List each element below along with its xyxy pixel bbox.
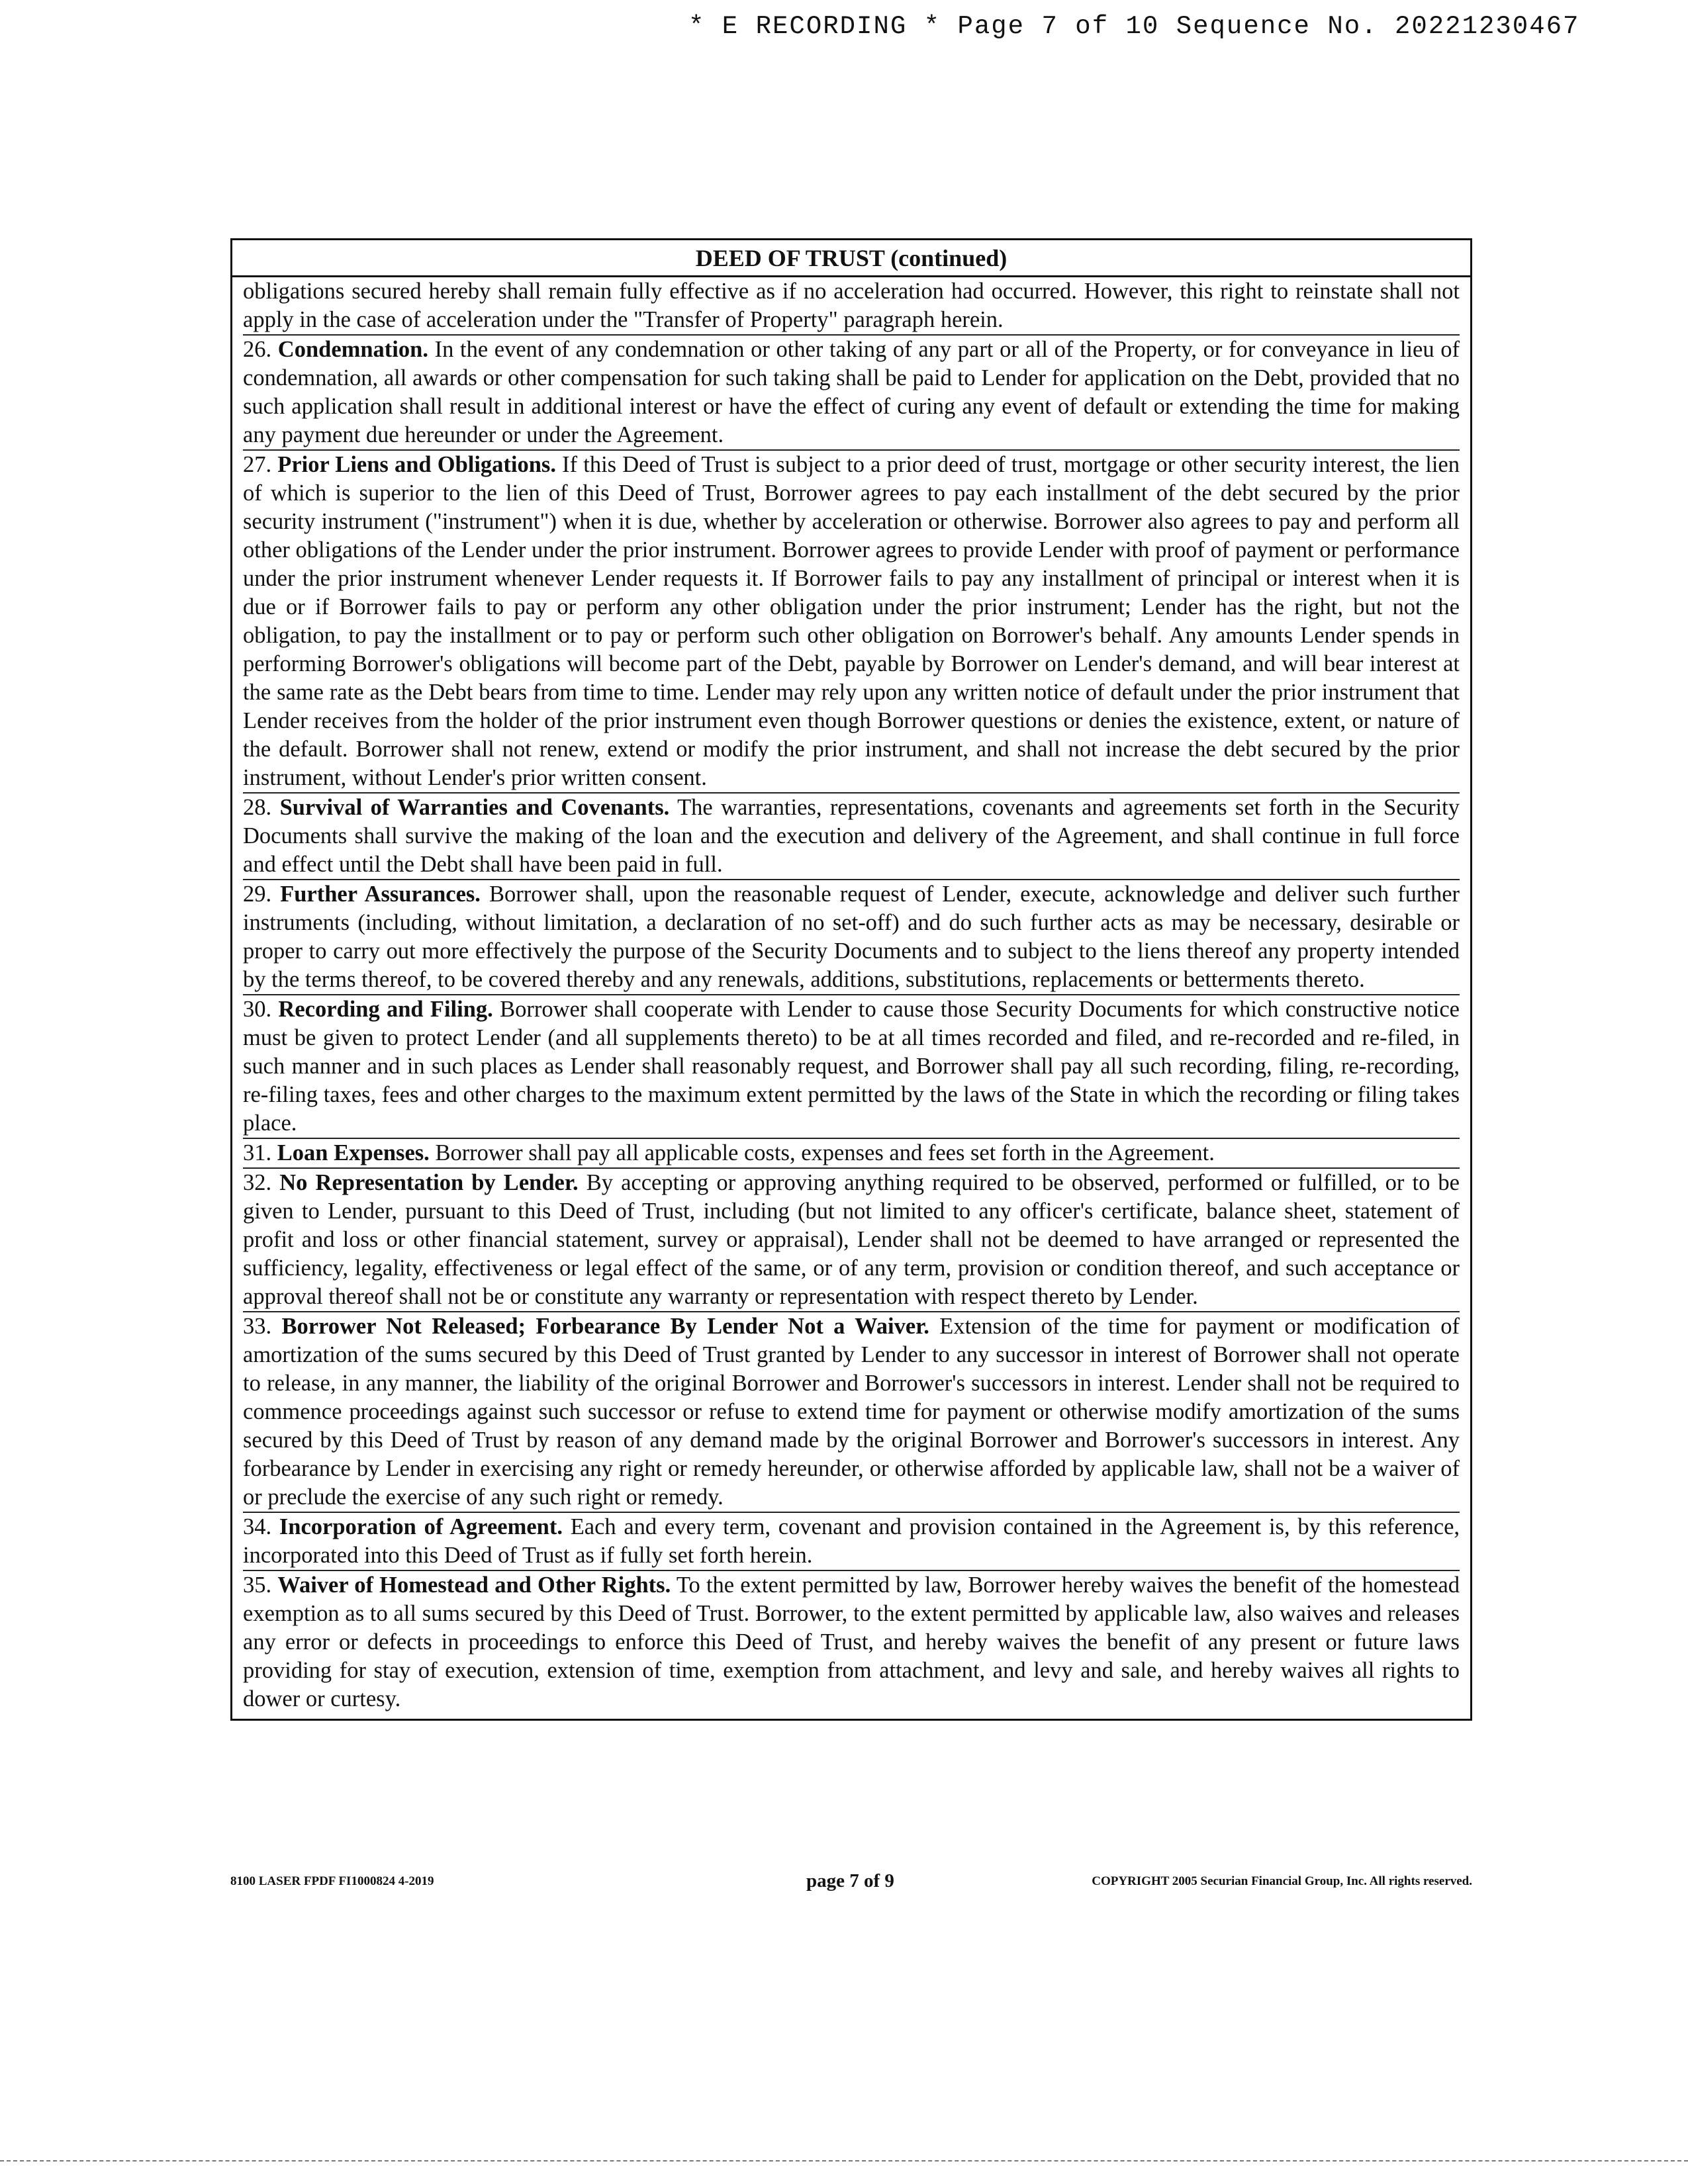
document-body [232, 277, 1470, 1719]
paragraph-heading: Borrower Not Released; Forbearance By Lender Not a Waiver. [281, 1314, 929, 1339]
paragraph-text: In the event of any condemnation or other taking of any part or all of the Property, or for conveyance in lieu of condemnation, all awards or other compensation for such taking shall be paid to Lender for application on the Debt, provided that no such application shall result in additional interest or have the effect of curing any event of default or extending the time for making any payment due hereunder or under the Agreement. [243, 337, 1460, 447]
paragraph-heading: Condemnation. [277, 337, 428, 362]
paragraph-heading: Incorporation of Agreement. [279, 1514, 563, 1539]
paragraph-heading: Prior Liens and Obligations. [277, 452, 556, 477]
paragraph-number: 27. [243, 452, 278, 477]
page-number: page 7 of 9 [806, 1870, 894, 1891]
page-footer [230, 1870, 1472, 1894]
paragraph-text: By accepting or approving anything required to be observed, performed or fulfilled, or to be given to Lender, pursuant to this Deed of Trust, including (but not limited to any officer's certificate, balance sheet, statement of profit and loss or other financial statement, survey or appraisal), Lender shall not be deemed to have arranged or represented the sufficiency, legality, effectiveness or legal effect of the same, or of any term, provision or condition thereof, and such acceptance or approval thereof shall not be or constitute any warranty or representation with respect thereto by Lender. [243, 1170, 1460, 1309]
paragraph-heading: Waiver of Homestead and Other Rights. [277, 1572, 671, 1598]
paragraph-number: 29. [243, 882, 281, 907]
document-frame [230, 238, 1472, 1721]
paragraph-number: 33. [243, 1314, 282, 1339]
paragraph-31 [243, 1138, 1460, 1167]
paragraph-number: 32. [243, 1170, 280, 1195]
paragraph-heading: Recording and Filing. [278, 997, 493, 1022]
paragraph-number: 28. [243, 795, 280, 820]
paragraph-34 [243, 1512, 1460, 1570]
paragraph-29 [243, 879, 1460, 994]
paragraph-number: 35. [243, 1572, 278, 1598]
paragraph-heading: Survival of Warranties and Covenants. [279, 795, 670, 820]
paragraph-number: 34. [243, 1514, 279, 1539]
paragraph-text: Extension of the time for payment or modification of amortization of the sums secured by this Deed of Trust granted by Lender to any successor in interest of Borrower shall not operate to release, in any manner, the liability of the original Borrower and Borrower's successors in interest. Lender shall not be required to commence proceedings against such successor or refuse to extend time for payment or otherwise modify amortization of the sums secured by this Deed of Trust by reason of any demand made by the original Borrower and Borrower's successors in interest. Any forbearance by Lender in exercising any right or remedy hereunder, or otherwise afforded by applicable law, shall not be a waiver of or preclude the exercise of any such right or remedy. [243, 1314, 1460, 1510]
paragraph-26 [243, 334, 1460, 449]
bottom-scan-rule [0, 2160, 1688, 2161]
recording-stamp: * E RECORDING * Page 7 of 10 Sequence No. 20221230467 [688, 12, 1580, 41]
paragraph-28 [243, 792, 1460, 879]
paragraph-35 [243, 1570, 1460, 1713]
paragraph-text: Borrower shall cooperate with Lender to cause those Security Documents for which constructive notice must be given to protect Lender (and all supplements thereto) to be at all times recorded and filed, and re-recorded and re-filed, in such manner and in such places as Lender shall reasonably request, and Borrower shall pay all such recording, filing, re-recording, re-filing taxes, fees and other charges to the maximum extent permitted by the laws of the State in which the recording or filing takes place. [243, 997, 1460, 1136]
paragraph-33 [243, 1311, 1460, 1512]
paragraph-text: Each and every term, covenant and provision contained in the Agreement is, by this reference, incorporated into this Deed of Trust as if fully set forth herein. [243, 1514, 1460, 1568]
form-id: 8100 LASER FPDF FI1000824 4-2019 [230, 1874, 434, 1888]
paragraph-heading: Further Assurances. [280, 882, 481, 907]
paragraph-number: 26. [243, 337, 278, 362]
copyright-notice: COPYRIGHT 2005 Securian Financial Group, Inc. All rights reserved. [1092, 1874, 1472, 1888]
paragraph-32 [243, 1167, 1460, 1311]
paragraph-text: If this Deed of Trust is subject to a prior deed of trust, mortgage or other security interest, the lien of which is superior to the lien of this Deed of Trust, Borrower agrees to pay each installment of the debt secured by the prior security instrument ("instrument") when it is due, whether by acceleration or otherwise. Borrower also agrees to pay and perform all other obligations of the Lender under the prior instrument. Borrower agrees to provide Lender with proof of payment or performance under the prior instrument whenever Lender requests it. If Borrower fails to pay any installment of principal or interest when it is due or if Borrower fails to pay or perform any other obligation under the prior instrument; Lender has the right, but not the obligation, to pay the installment or to pay or perform such other obligation on Borrower's behalf. Any amounts Lender spends in performing Borrower's obligations will become part of the Debt, payable by Borrower on Lender's demand, and will bear interest at the same rate as the Debt bears from time to time. Lender may rely upon any written notice of default under the prior instrument that Lender receives from the holder of the prior instrument even though Borrower questions or denies the existence, extent, or nature of the default. Borrower shall not renew, extend or modify the prior instrument, and shall not increase the debt secured by the prior instrument, without Lender's prior written consent. [243, 452, 1460, 790]
paragraph-continuation [243, 277, 1460, 334]
paragraph-text: Borrower shall pay all applicable costs, expenses and fees set forth in the Agreement. [429, 1140, 1215, 1165]
paragraph-number: 30. [243, 997, 279, 1022]
paragraph-number: 31. [243, 1140, 277, 1165]
paragraph-heading: Loan Expenses. [277, 1140, 430, 1165]
paragraph-30 [243, 994, 1460, 1138]
paragraph-heading: No Representation by Lender. [279, 1170, 579, 1195]
paragraph-text: To the extent permitted by law, Borrower hereby waives the benefit of the homestead exemption as to all sums secured by this Deed of Trust. Borrower, to the extent permitted by applicable law, also waives and releases any error or defects in proceedings to enforce this Deed of Trust, and hereby waives the benefit of any present or future laws providing for stay of execution, extension of time, exemption from attachment, and levy and sale, and hereby waives all rights to dower or curtesy. [243, 1572, 1460, 1711]
document-title: DEED OF TRUST (continued) [232, 240, 1470, 277]
paragraph-text: Borrower shall, upon the reasonable request of Lender, execute, acknowledge and deliver such further instruments (including, without limitation, a declaration of no set-off) and do such further acts as may be necessary, desirable or proper to carry out more effectively the purpose of the Security Documents and to subject to the liens thereof any property intended by the terms thereof, to be covered thereby and any renewals, additions, substitutions, replacements or betterments thereto. [243, 882, 1460, 992]
paragraph-27 [243, 449, 1460, 792]
paragraph-text: The warranties, representations, covenants and agreements set forth in the Security Documents shall survive the making of the loan and the execution and delivery of the Agreement, and shall continue in full force and effect until the Debt shall have been paid in full. [243, 795, 1460, 877]
paragraph-text: obligations secured hereby shall remain fully effective as if no acceleration had occurred. However, this right to reinstate shall not apply in the case of acceleration under the "Transfer of Property" paragraph herein. [243, 279, 1460, 332]
